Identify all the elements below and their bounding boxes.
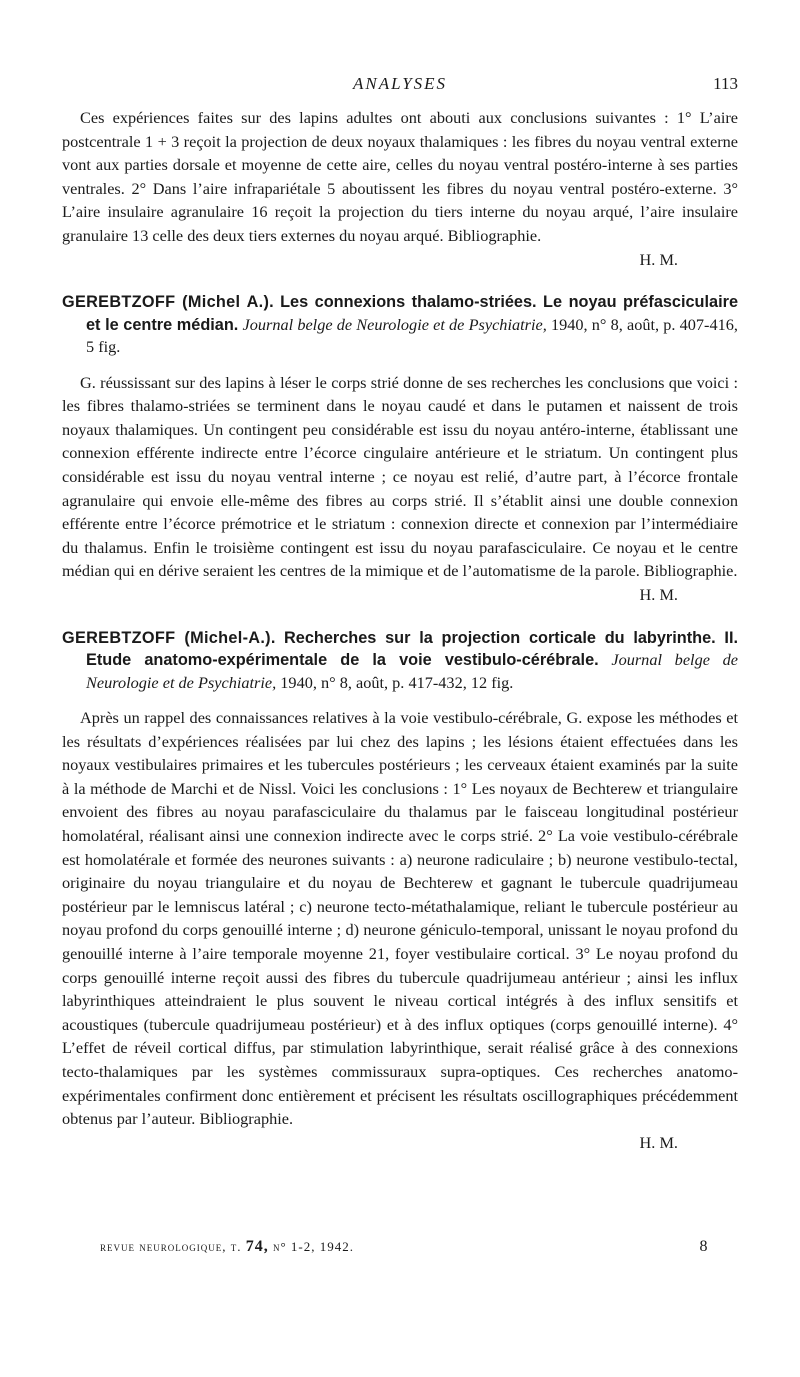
entry-2-signature: H. M. — [639, 1132, 678, 1152]
footer-journal-info — [100, 1239, 354, 1254]
entry-2-summary: Après un rappel des connaissances relatives à la voie vestibulo-cérébrale, G. expose les méthodes et les résultats d’expériences réalisées par lui chez des lapins ; les lésions étaient effectuées dans les noyaux vestibulaires primaires et les tubercules postérieurs ; les cerveaux étaient examinés par la suite à la méthode de Marchi et de Nissl. Voici les conclusions : 1° Les noyaux de Bechterew et triangulaire envoient des fibres au noyau parafasciculaire du thalamus par le faisceau longitudinal postérieur homolatéral, réalisant ainsi une connexion indirecte avec le corps strié. 2° La voie vestibulo-cérébrale est homolatérale et formée des neurones suivants : a) neurone radiculaire ; b) neurone vestibulo-tectal, originaire du noyau triangulaire et du noyau de Bechterew et gagnant le tubercule quadrijumeau postérieur par le lemniscus latéral ; c) neurone tecto-métathalamique, reliant le tubercule postérieur au noyau profond du corps genouillé interne ; d) neurone géniculo-temporal, unissant le noyau profond du genouillé interne à l’aire temporale moyenne 21, foyer vestibulaire cortical. 3° Le noyau profond du corps genouillé interne reçoit aussi des fibres du tubercule quadrijumeau antérieur ; ainsi les influx labyrinthiques atteindraient le plus souvent le niveau cortical intégrés à des influx sensitifs et acoustiques (tubercule quadrijumeau postérieur) et à des influx optiques (corps genouillé interne). 4° L’effet de réveil cortical diffus, par stimulation labyrinthique, serait réalisé grâce à des connexions tecto-thalamiques par les systèmes commissuraux supra-optiques. Ces recherches anatomo-expérimentales confirment donc entièrement et précisent les résultats oscillographiques précédemment obtenus par l’auteur. Bibliographie. — [62, 708, 738, 1129]
review-entry-1 — [62, 291, 738, 606]
entry-2-author: GEREBTZOFF (Michel-A.). — [62, 628, 276, 647]
footer-journal: revue neurologique, t. — [100, 1239, 242, 1254]
running-title: ANALYSES — [352, 74, 448, 93]
entry-2-journal: Journal belge de Neurologie et de Psychiatrie, — [86, 650, 738, 692]
page-footer — [100, 1238, 708, 1256]
entry-2-reference — [62, 627, 738, 695]
entry-2-citation: 1940, n° 8, août, p. 417-432, 12 fig. — [280, 672, 514, 692]
entry-1-signature: H. M. — [639, 585, 678, 604]
intro-signature: H. M. — [639, 249, 678, 269]
review-entry-2 — [62, 627, 738, 1155]
entry-1-summary: G. réussissant sur des lapins à léser le corps strié donne de ses recherches les conclusions que voici : les fibres thalamo-striées se terminent dans le noyau caudé et dans le putamen et naissent de trois noyaux thalamiques. Un contingent peu considérable est issu du noyau antéro-interne, établissant une connexion efférente indirecte entre l’écorce cingulaire antérieure et le striatum. Un contingent plus considérable est issu du noyau ventral interne ; ce noyau est relié, d’autre part, à l’écorce frontale agranulaire qui envoie elle-même des fibres au corps strié. Il s’établit ainsi une double connexion efférente entre l’écorce prémotrice et le striatum : connexion directe et connexion par l’intermédiaire du thalamus. Enfin le troisième contingent est issu du noyau parafasciculaire. Ce noyau et le centre médian qui en dérive seraient les centres de la mimique et de l’automatisme de la parole. Bibliographie. — [62, 372, 738, 581]
entry-2-title: Recherches sur la projection corticale du labyrinthe. II. Etude anatomo-expérimentale de la voie vestibulo-cérébrale. — [86, 628, 738, 670]
entry-1-title: Les connexions thalamo-striées. Le noyau préfasciculaire et le centre médian. — [86, 293, 738, 334]
intro-paragraph — [62, 106, 738, 271]
entry-1-author: GEREBTZOFF (Michel A.). — [62, 293, 275, 312]
entry-1-reference — [62, 291, 738, 359]
entry-1-citation: 1940, n° 8, août, p. 407-416, 5 fig. — [86, 314, 738, 357]
article-body — [62, 106, 738, 1154]
footer-volume: 74, — [245, 1238, 269, 1255]
page-number: 113 — [713, 74, 738, 93]
footer-issue: n° 1-2, 1942. — [272, 1239, 355, 1254]
entry-1-journal: Journal belge de Neurologie et de Psychiatrie, — [242, 314, 547, 334]
running-header — [62, 74, 738, 98]
intro-text: Ces expériences faites sur des lapins adultes ont abouti aux conclusions suivantes : 1° L’aire postcentrale 1 + 3 reçoit la projection de deux noyaux thalamiques : les fibres du noyau ventral externe vont aux parties dorsale et moyenne de cette aire, celles du noyau ventral postéro-interne à ses parties ventrales. 2° Dans l’aire infrapariétale 5 aboutissent les fibres du noyau ventral postéro-externe. 3° L’aire insulaire agranulaire 16 reçoit la projection du tiers interne du noyau arqué, l’aire insulaire granulaire 13 celle des deux tiers externes du noyau arqué. Bibliographie. — [62, 108, 738, 245]
footer-sheet-number: 8 — [699, 1238, 708, 1255]
